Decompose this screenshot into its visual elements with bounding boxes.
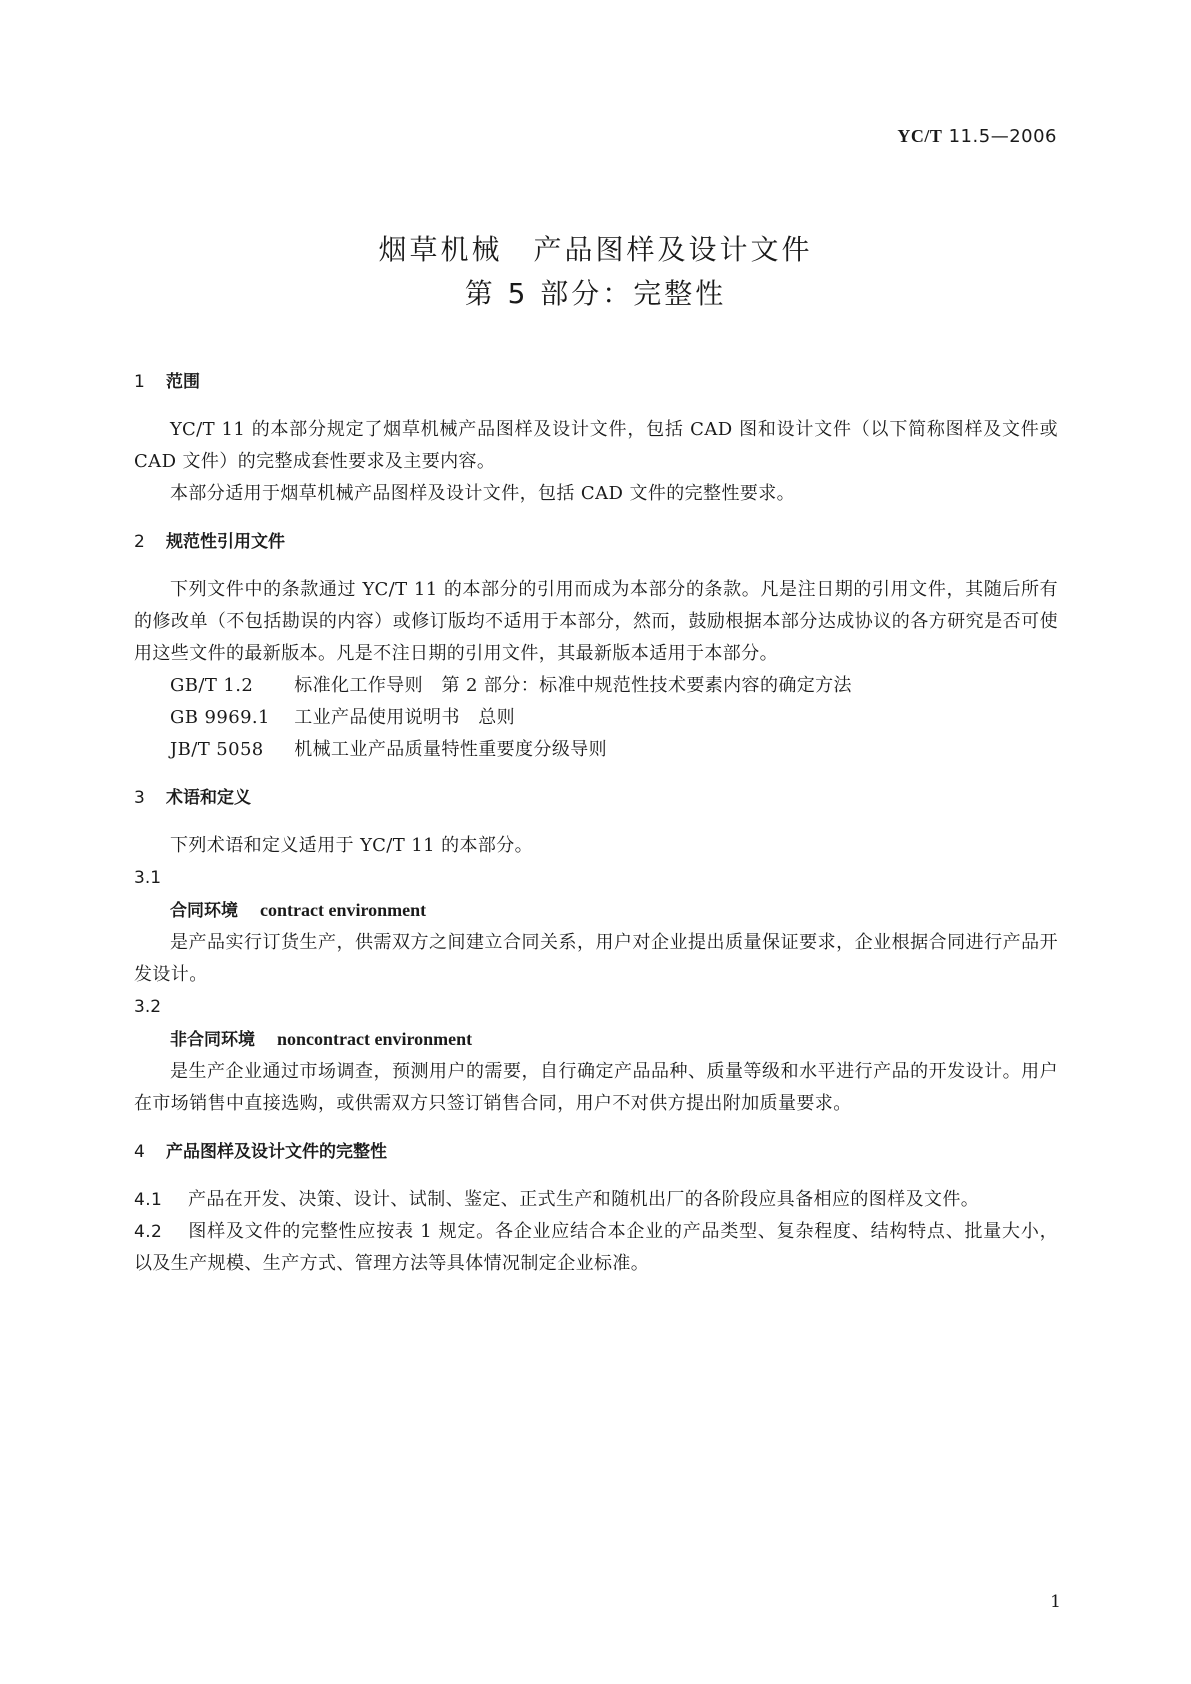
section-number: 2	[134, 532, 145, 552]
paragraph: 本部分适用于烟草机械产品图样及设计文件，包括 CAD 文件的完整性要求。	[170, 483, 796, 504]
section-heading-3	[134, 782, 1058, 814]
paragraph: YC/T 11 的本部分规定了烟草机械产品图样及设计文件，包括 CAD 图和设计文件（以下简称图样及文件或 CAD 文件）的完整成套性要求及主要内容。	[134, 419, 1058, 472]
term-name-en: noncontract environment	[277, 1029, 473, 1049]
section-title: 规范性引用文件	[166, 532, 285, 552]
paragraph: 下列文件中的条款通过 YC/T 11 的本部分的引用而成为本部分的条款。凡是注日期的引用文件，其随后所有的修改单（不包括勘误的内容）或修订版均不适用于本部分，然而，鼓励根据本部分达成协议的各方研究是否可使用这些文件的最新版本。凡是不注日期的引用文件，其最新版本适用于本部分。	[134, 579, 1058, 664]
reference-item	[134, 670, 1058, 702]
section-heading-1	[134, 366, 1058, 398]
clause	[134, 1216, 1058, 1280]
section-title: 术语和定义	[166, 788, 251, 808]
reference-title: 机械工业产品质量特性重要度分级导则	[294, 739, 608, 760]
term-name-en: contract environment	[260, 900, 427, 920]
term-name	[134, 894, 1058, 927]
paragraph: 下列术语和定义适用于 YC/T 11 的本部分。	[170, 835, 534, 856]
standard-code	[897, 126, 1057, 147]
term-number: 3.1	[134, 868, 162, 888]
standard-prefix: YC/T	[897, 126, 943, 146]
clause-number: 4.2	[134, 1222, 163, 1242]
clause-text: 产品在开发、决策、设计、试制、鉴定、正式生产和随机出厂的各阶段应具备相应的图样及文件。	[188, 1189, 980, 1210]
term-definition: 是产品实行订货生产，供需双方之间建立合同关系，用户对企业提出质量保证要求，企业根据合同进行产品开发设计。	[134, 932, 1058, 985]
reference-code: JB/T 5058	[170, 739, 264, 760]
reference-title: 标准化工作导则 第 2 部分：标准中规范性技术要素内容的确定方法	[294, 675, 852, 696]
reference-code: GB 9969.1	[170, 707, 270, 728]
term-name-zh: 合同环境	[170, 901, 238, 921]
document-subtitle: 第 5 部分：完整性	[464, 277, 727, 310]
reference-item	[134, 734, 1058, 766]
clause	[134, 1184, 1058, 1216]
term-name-zh: 非合同环境	[170, 1030, 255, 1050]
clause-number: 4.1	[134, 1190, 163, 1210]
page-number: 1	[1050, 1592, 1061, 1612]
section-number: 1	[134, 372, 145, 392]
section-heading-4	[134, 1136, 1058, 1168]
document-body	[134, 366, 1058, 1280]
section-number: 4	[134, 1142, 145, 1162]
reference-title: 工业产品使用说明书 总则	[294, 707, 516, 728]
section-number: 3	[134, 788, 145, 808]
term-name	[134, 1023, 1058, 1056]
standard-number: 11.5—2006	[948, 126, 1057, 147]
section-title: 范围	[166, 372, 200, 392]
section-heading-2	[134, 526, 1058, 558]
reference-item	[134, 702, 1058, 734]
term-number: 3.2	[134, 997, 162, 1017]
reference-code: GB/T 1.2	[170, 675, 254, 696]
document-title: 烟草机械 产品图样及设计文件	[378, 233, 813, 266]
section-title: 产品图样及设计文件的完整性	[166, 1142, 387, 1162]
term-definition: 是生产企业通过市场调查，预测用户的需要，自行确定产品品种、质量等级和水平进行产品的开发设计。用户在市场销售中直接选购，或供需双方只签订销售合同，用户不对供方提出附加质量要求。	[134, 1061, 1058, 1114]
clause-text: 图样及文件的完整性应按表 1 规定。各企业应结合本企业的产品类型、复杂程度、结构特点、批量大小，以及生产规模、生产方式、管理方法等具体情况制定企业标准。	[134, 1221, 1058, 1274]
